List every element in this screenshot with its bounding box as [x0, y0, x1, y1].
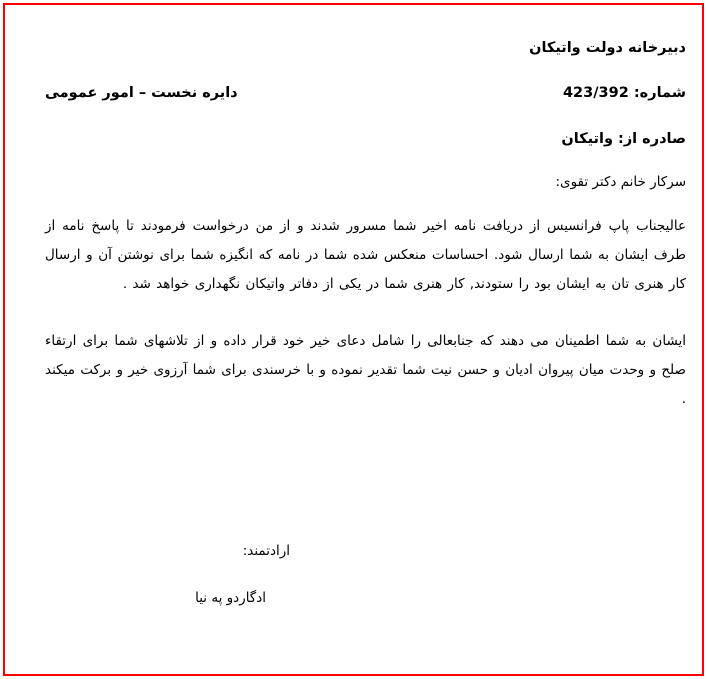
header-number-value: 423/392: [562, 85, 629, 101]
header-number-label: شماره:: [633, 85, 686, 101]
signature-name: ادگاردو په نیا: [195, 590, 266, 606]
header-row: [45, 85, 686, 101]
header-department: دایره نخست – امور عمومی: [45, 85, 238, 101]
header-number: [515, 85, 686, 101]
signature-block: [195, 543, 290, 606]
body-paragraph: عالیجناب پاپ فرانسیس از دریافت نامه اخیر شما مسرور شدند و از من درخواست فرمودند تا پاسخ نامه از طرف ایشان به شما ارسال شود. احساسات منعکس شده شما در نامه که انگیزه شما برای نوشتن آن و ارسال کار هنری تان به ایشان بود را ستودند, کار هنری شما در یکی از دفاتر واتیکان نگهداری خواهد شد .: [45, 218, 686, 292]
signature-closing: ارادتمند:: [242, 543, 290, 559]
body-paragraph: ایشان به شما اطمینان می دهند که جنابعالی را شامل دعای خیر خود قرار داده و از تلاشهای شما برای ارتقاء صلح و وحدت میان پیروان ادیان و حسن نیت شما تقدیر نموده و با خرسندی برای شما آرزوی خیر و برکت میکند .: [45, 333, 686, 407]
header-source: صادره از: واتیکان: [561, 131, 686, 147]
salutation: سرکار خانم دکتر تقوی:: [555, 174, 686, 190]
header-organization: دبیرخانه دولت واتیکان: [529, 40, 686, 56]
